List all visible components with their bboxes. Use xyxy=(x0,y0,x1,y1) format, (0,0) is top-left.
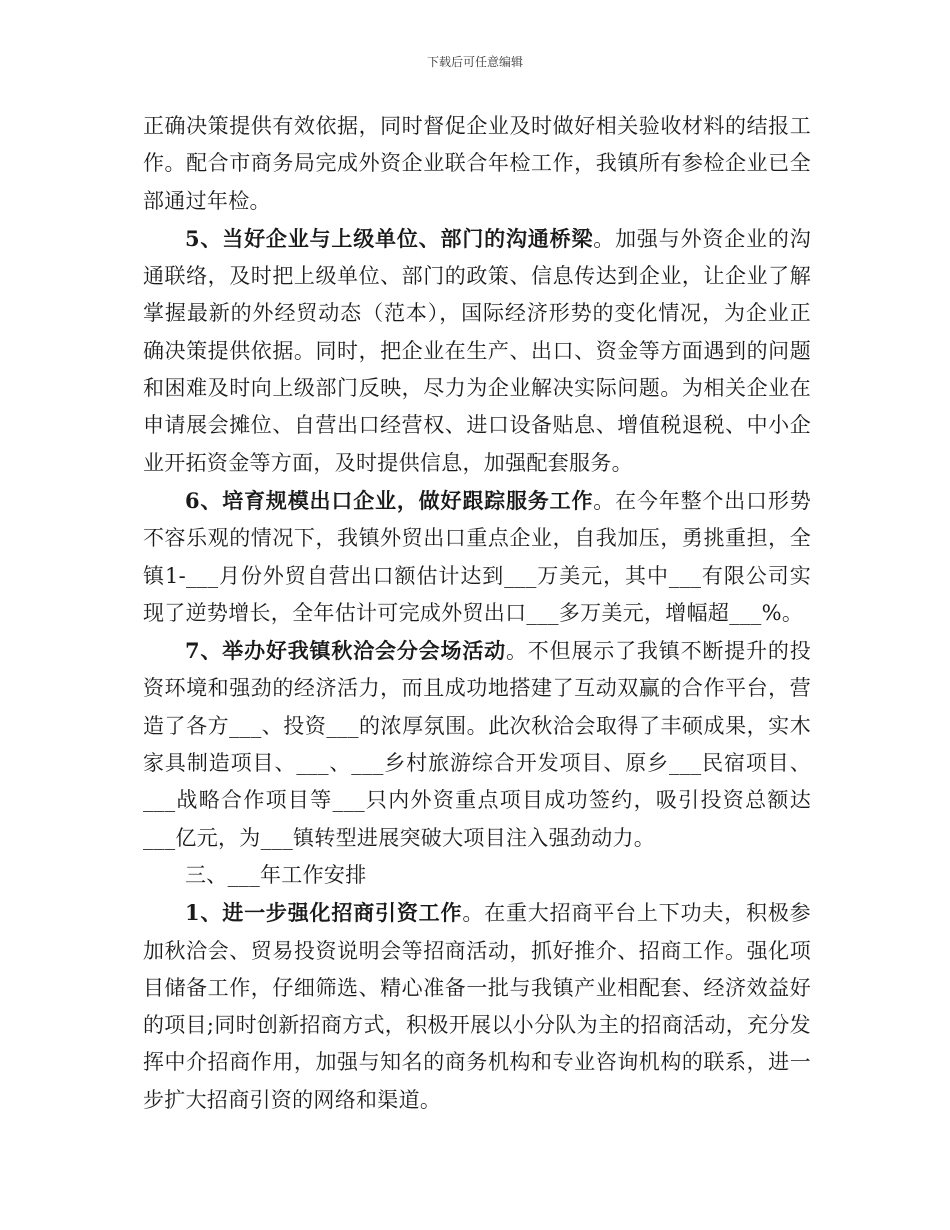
paragraph-text: 。不但展示了我镇不断提升的投资环境和强劲的经济活力，而且成功地搭建了互动双赢的合作平台，营造了各方___、投资___的浓厚氛围。此次秋洽会取得了丰硕成果，实木家具制造项目、___、___乡村旅游综合开发项目、原乡___民宿项目、___战略合作项目等___只内外资重点项目成功签约，吸引投资总额达___亿元，为___镇转型进展突破大项目注入强劲动力。 xyxy=(143,639,811,850)
paragraph-text: 。在重大招商平台上下功夫，积极参加秋洽会、贸易投资说明会等招商活动，抓好推介、招商工作。强化项目储备工作，仔细筛选、精心准备一批与我镇产业相配套、经济效益好的项目;同时创新招商方式，积极开展以小分队为主的招商活动，充分发挥中介招商作用，加强与知名的商务机构和专业咨询机构的联系，进一步扩大招商引资的网络和渠道。 xyxy=(143,901,811,1112)
paragraph-item-7 xyxy=(143,632,811,857)
paragraph-continuation xyxy=(143,108,811,220)
paragraph-text: 。加强与外资企业的沟通联络，及时把上级单位、部门的政策、信息传达到企业，让企业了解掌握最新的外经贸动态（范本），国际经济形势的变化情况，为企业正确决策提供依据。同时，把企业在生产、出口、资金等方面遇到的问题和困难及时向上级部门反映，尽力为企业解决实际问题。为相关企业在申请展会摊位、自营出口经营权、进口设备贴息、增值税退税、中小企业开拓资金等方面，及时提供信息，加强配套服务。 xyxy=(143,226,812,475)
paragraph-item-6 xyxy=(143,482,811,632)
paragraph-text: 正确决策提供有效依据，同时督促企业及时做好相关验收材料的结报工作。配合市商务局完成外资企业联合年检工作，我镇所有参检企业已全部通过年检。 xyxy=(143,114,811,213)
paragraph-item-1 xyxy=(143,894,811,1119)
section-heading: 三、___年工作安排 xyxy=(185,862,367,887)
item-heading: 5、当好企业与上级单位、部门的沟通桥梁 xyxy=(185,225,594,251)
item-heading: 7、举办好我镇秋洽会分会场活动 xyxy=(185,638,506,664)
document-body xyxy=(143,108,811,1119)
paragraph-text: 。在今年整个出口形势不容乐观的情况下，我镇外贸出口重点企业，自我加压，勇挑重担，全镇1-___月份外贸自营出口额估计达到___万美元，其中___有限公司实现了逆势增长，全年估计可完成外贸出口___多万美元，增幅超___%。 xyxy=(143,488,812,625)
item-heading: 6、培育规模出口企业，做好跟踪服务工作 xyxy=(185,487,594,513)
page-header: 下载后可任意编辑 xyxy=(426,55,523,69)
item-heading: 1、进一步强化招商引资工作 xyxy=(185,900,463,926)
paragraph-item-5 xyxy=(143,220,811,482)
